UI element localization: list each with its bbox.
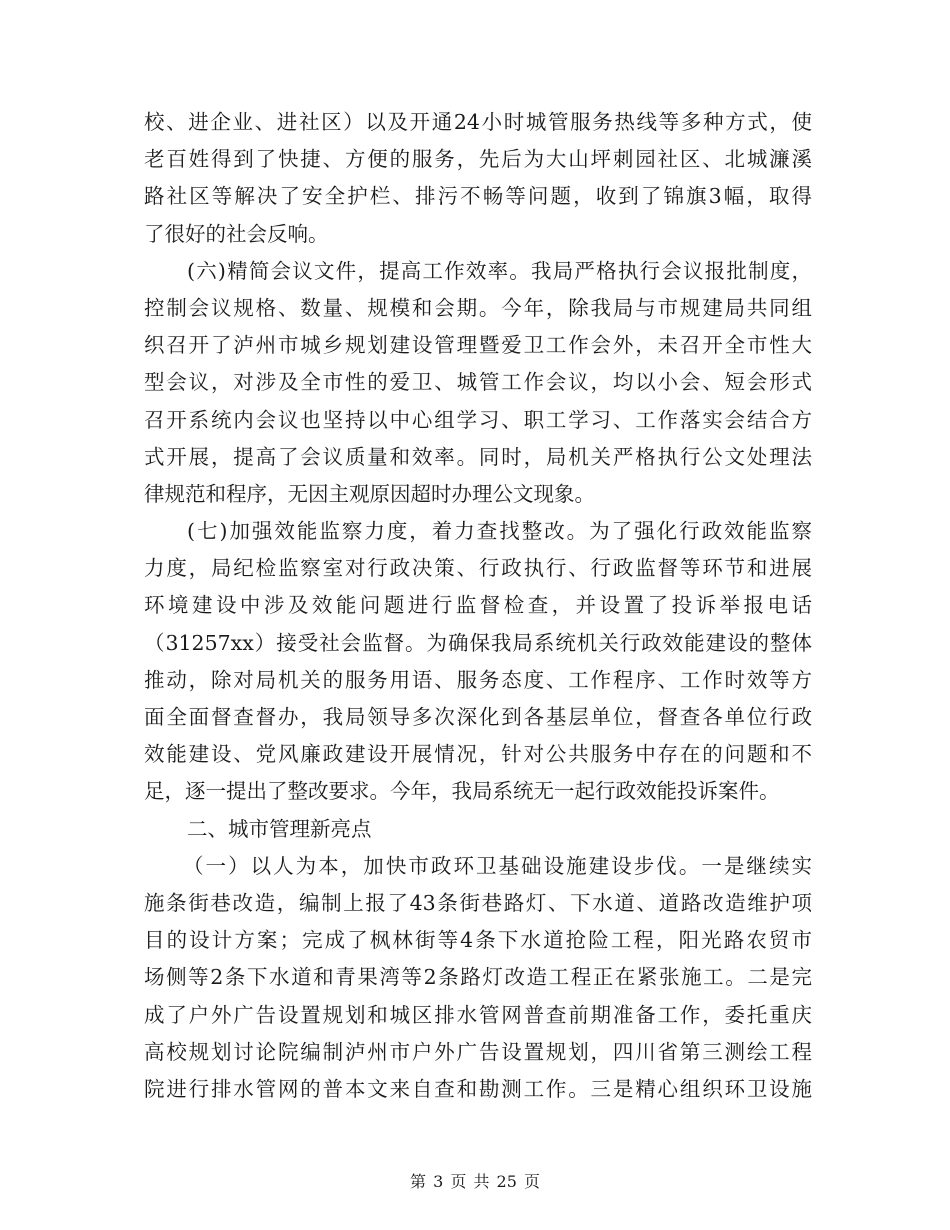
- text-line: 足，逐一提出了整改要求。今年，我局系统无一起行政效能投诉案件。: [144, 779, 780, 804]
- section-heading-line: （一）以人为本，加快市政环卫基础设施建设步伐。一是继续实: [183, 853, 812, 878]
- text-line: （31257xx）接受社会监督。为确保我局系统机关行政效能建设的整体: [144, 630, 812, 655]
- text-line: 型会议，对涉及全市性的爱卫、城管工作会议，均以小会、短会形式: [144, 370, 812, 395]
- text-line: 场侧等2条下水道和青果湾等2条路灯改造工程正在紧张施工。二是完: [144, 965, 812, 990]
- text-line: 校、进企业、进社区）以及开通24小时城管服务热线等多种方式，使: [144, 110, 812, 134]
- section-heading-line: (七)加强效能监察力度，着力查找整改。为了强化行政效能监察: [187, 519, 812, 544]
- chapter-heading: 二、城市管理新亮点: [187, 816, 372, 841]
- text-line: 环境建设中涉及效能问题进行监督检查，并设置了投诉举报电话: [144, 593, 812, 618]
- text-line: 路社区等解决了安全护栏、排污不畅等问题，收到了锦旗3幅，取得: [144, 184, 812, 209]
- text-line: 院进行排水管网的普本文来自查和勘测工作。三是精心组织环卫设施: [144, 1076, 812, 1101]
- page-number-footer: 第 3 页 共 25 页: [410, 1172, 540, 1191]
- text-line: 效能建设、党风廉政建设开展情况，针对公共服务中存在的问题和不: [144, 742, 812, 767]
- text-line: 召开系统内会议也坚持以中心组学习、职工学习、工作落实会结合方: [144, 407, 812, 432]
- text-line: 力度，局纪检监察室对行政决策、行政执行、行政监督等环节和进展: [144, 556, 812, 581]
- text-line: 控制会议规格、数量、规模和会期。今年，除我局与市规建局共同组: [144, 295, 812, 320]
- text-line: 目的设计方案；完成了枫林街等4条下水道抢险工程，阳光路农贸市: [144, 928, 812, 953]
- text-line: 高校规划讨论院编制泸州市户外广告设置规划，四川省第三测绘工程: [144, 1039, 812, 1064]
- text-line: 面全面督查督办，我局领导多次深化到各基层单位，督查各单位行政: [144, 705, 812, 729]
- text-line: 推动，除对局机关的服务用语、服务态度、工作程序、工作时效等方: [144, 667, 812, 692]
- text-line: 律规范和程序，无因主观原因超时办理公文现象。: [144, 481, 595, 506]
- text-line: 织召开了泸州市城乡规划建设管理暨爱卫工作会外，未召开全市性大: [144, 333, 812, 358]
- document-body: [144, 104, 812, 1108]
- text-line: 老百姓得到了快捷、方便的服务，先后为大山坪刺园社区、北城濂溪: [144, 147, 812, 172]
- section-heading-line: (六)精简会议文件，提高工作效率。我局严格执行会议报批制度，: [187, 258, 812, 283]
- text-line: 施条街巷改造，编制上报了43条街巷路灯、下水道、道路改造维护项: [144, 890, 812, 915]
- text-line: 式开展，提高了会议质量和效率。同时，局机关严格执行公文处理法: [144, 444, 812, 469]
- text-line: 了很好的社会反响。: [144, 221, 329, 246]
- text-line: 成了户外广告设置规划和城区排水管网普查前期准备工作，委托重庆: [144, 1002, 812, 1027]
